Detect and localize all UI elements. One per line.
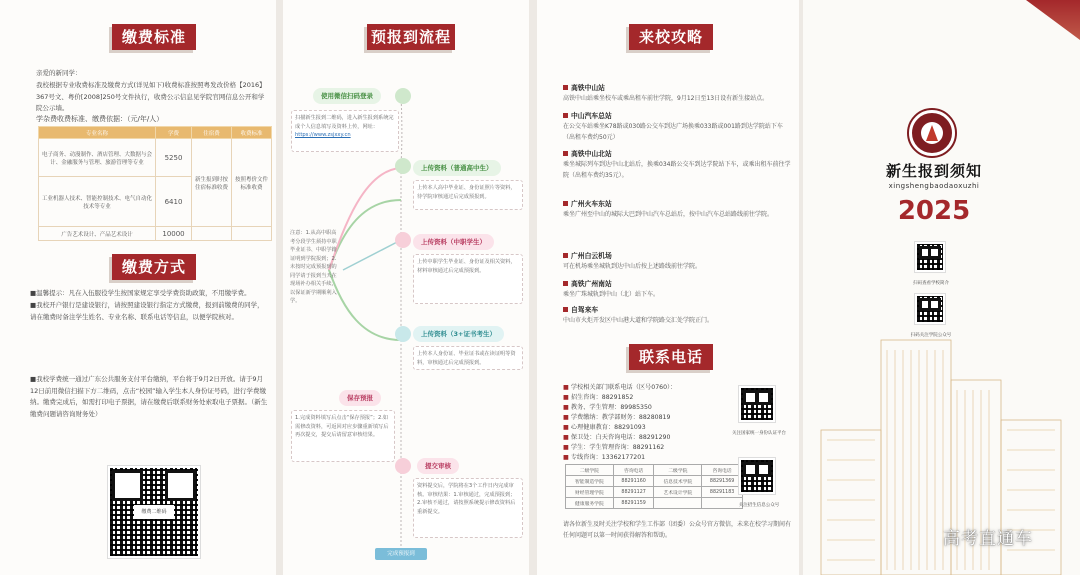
step5-text: 1.完成资料填写后点击“保存预报”；2.如需修改资料，可返回对应步骤重新填写后再次提交，提交后请留意审核结果。	[291, 410, 395, 462]
fee-intro: 我校根据专业收费标准及缴费方式(详见如下)收费标准按照粤发改价格【2016】367号文、粤价[2008]250号文件执行，收费公示信息见学院官网信息公开和学院公示墙。	[36, 81, 266, 113]
route-panel	[537, 0, 799, 575]
standard-note: 按照粤价文件标准收费	[232, 139, 272, 227]
cover-title: 新生报到须知	[885, 162, 982, 180]
process-title: 预报到流程	[367, 24, 455, 50]
cover-pinyin: xingshengbaodaoxuzhi	[888, 182, 980, 190]
route-text: 乘坐城际列车到达中山北站后，换乘034路公交车到达学院站下车，或乘出租车前往学院（出租车费约35元）。	[563, 161, 791, 179]
fee-row-value: 10000	[156, 227, 192, 241]
fee-row-value: 6410	[156, 177, 192, 227]
cover-year: 2025	[897, 196, 971, 226]
corner-decoration	[1026, 0, 1080, 40]
ptable-cell: 财经管理学院	[566, 487, 614, 498]
route-text: 乘坐广珠城轨到中山（北）站下车。	[563, 291, 660, 298]
qr2-label: 关注招生信息公众号	[738, 503, 780, 508]
step-dot	[395, 88, 411, 104]
fee-header-major: 专业名称	[39, 127, 156, 139]
ptable-cell: 88291127	[613, 487, 654, 498]
route-text: 乘坐广州至中山的城际大巴到中山汽车总站后，按中山汽车总站路线前往学院。	[563, 211, 774, 218]
route-name: 广州白云机场	[563, 250, 612, 260]
step-upload-certificate: 上传资料（3+证书考生）	[413, 326, 504, 342]
cover-panel	[803, 0, 1080, 575]
ptable-cell	[654, 498, 702, 509]
route-name: 高铁中山北站	[563, 148, 612, 158]
step-dot	[395, 458, 411, 474]
ptable-cell: 88291159	[613, 498, 654, 509]
phone-line: ■ 学生：学生管理咨询：88291162	[563, 442, 664, 451]
phone-line: ■ 招生咨询：88291852	[563, 392, 633, 401]
fee-header-fee: 学费	[156, 127, 192, 139]
step-upload-highschool: 上传资料（普通高中生）	[413, 160, 501, 176]
qr-a-label: 扫码查看学校简介	[913, 281, 949, 286]
ptable-cell: 艺术设计学院	[654, 487, 702, 498]
step-dot	[395, 158, 411, 174]
watermark-text: 高考直通车	[943, 529, 1033, 549]
ptable-cell: 信息技术学院	[654, 476, 702, 487]
step2-text: 上传本人高中毕业证、身份证照片等资料，待学院审核通过后完成预报到。	[413, 180, 523, 210]
route-text: 可在机场乘坐城轨到达中山后按上述路线前往学院。	[563, 263, 702, 270]
pay-method-title: 缴费方式	[112, 254, 196, 280]
fee-header-standard: 收费标准	[232, 127, 272, 139]
step-submit-review: 提交审核	[417, 458, 459, 474]
side-note: 注意：1.从高中职高考分段学生须持中职毕业证书、中职学籍证明到学院报到；2.未按时完成预报到的同学请于报到当天在现场补办相关手续，以保证新学期顺利入学。	[290, 230, 337, 304]
process-panel	[283, 0, 529, 575]
step1-box	[291, 110, 399, 152]
step-save: 保存预报	[339, 390, 381, 406]
school-intro-qr-code[interactable]	[915, 242, 945, 272]
qr-center-label: 缴费二维码	[134, 505, 174, 519]
enrollment-qr-code[interactable]	[739, 458, 775, 494]
fee-standard-title: 缴费标准	[112, 24, 196, 50]
ptable-header: 二级学院	[566, 465, 614, 476]
route-name: 高铁中山站	[563, 82, 605, 92]
fee-row-major: 电子商务、动漫制作、酒店管理、大数据与会计、金融服务与管理、旅游管理等专业	[39, 139, 156, 177]
qr-b-label: 扫码关注学院公众号	[910, 333, 952, 338]
ptable-cell: 88291369	[702, 476, 743, 487]
contact-footer: 请各位新生及时关注学校和学生工作部（团委）公众号官方微信，未来在校学习期间有任何问题可以第一时间获得解答和帮助。	[563, 521, 792, 539]
ptable-header: 咨询电话	[702, 465, 743, 476]
step-dot	[395, 232, 411, 248]
ptable-header: 咨询电话	[613, 465, 654, 476]
qr1-label: 关注国家统一身份认证平台	[732, 431, 786, 436]
phone-line: ■ 专线咨询：13362177201	[563, 452, 645, 461]
dorm-note: 新生报到时按住宿标准收费	[192, 139, 232, 227]
route-title: 来校攻略	[629, 24, 713, 50]
phone-line: ■ 学费缴纳：教学部财务：88280819	[563, 412, 670, 421]
route-name: 自驾来车	[563, 304, 598, 314]
contact-title: 联系电话	[629, 344, 713, 370]
fee-caption: 学杂费收费标准、缴费依据：（元/年/人）	[36, 115, 164, 123]
department-phone-table	[565, 464, 743, 509]
phone-line: ■ 保卫处：白天咨询电话：88291290	[563, 432, 670, 441]
fee-header-dorm: 住宿费	[192, 127, 232, 139]
step1-text: 扫描新生报到二维码，进入新生报到系统完成个人信息填写及资料上传，网址：	[295, 115, 394, 130]
route-name: 广州火车东站	[563, 198, 612, 208]
ptable-cell: 健康服务学院	[566, 498, 614, 509]
fee-row-major: 工业机器人技术、智能控制技术、电气自动化技术等专业	[39, 177, 156, 227]
step-dot	[395, 326, 411, 342]
step-wechat-login: 使用微信扫码登录	[313, 88, 381, 104]
ptable-cell: 智能制造学院	[566, 476, 614, 487]
identity-qr-code[interactable]	[739, 386, 775, 422]
finish-badge: 完成预报到	[375, 548, 427, 560]
route-name: 中山汽车总站	[563, 110, 612, 120]
step-upload-vocational: 上传资料（中职学生）	[413, 234, 494, 250]
fee-row-value: 5250	[156, 139, 192, 177]
pay-note-3: ■我校学费统一通过广东公共服务支付平台缴纳，平台将于9月2日开放。请于9月12日前用微信扫描下方二维码，点击“校园”输入学生本人身份证号码，进行学费缴纳。缴费完成后，如需打印电子票据，请在缴费后联系财务处索取电子票据。（新生缴费问题请咨询财务处）	[30, 375, 268, 418]
school-logo	[909, 110, 955, 156]
ptable-cell: 88291160	[613, 476, 654, 487]
pay-note-1: ■温馨提示：凡在入伍服役学生按国家规定享受学费资助政策，不用缴学费。	[30, 289, 251, 297]
ptable-header: 二级学院	[654, 465, 702, 476]
route-name: 高铁广州南站	[563, 278, 612, 288]
phone-line: ■ 教务、学生管理：89985350	[563, 402, 652, 411]
fee-row-major: 广告艺术设计、产品艺术设计	[39, 227, 156, 241]
route-text: 高铁中山站乘坐校车或乘出租车前往学院，9月12日至13日设有新生接站点。	[563, 95, 769, 102]
phone-line: ■ 心理健康教育：88291093	[563, 422, 646, 431]
fee-panel	[0, 0, 276, 575]
step3-text: 上传中职学生毕业证、身份证及相关资料，材料审核通过后完成预报到。	[413, 254, 523, 304]
step4-text: 上传本人身份证、毕业证书或在读证明等资料，审核通过后完成预报到。	[413, 346, 523, 370]
fee-table	[38, 126, 272, 241]
phone-intro: ■ 学校相关部门联系电话（区号0760）：	[563, 382, 676, 391]
step1-link[interactable]: https://www.zsjxxy.cn	[295, 132, 351, 138]
pay-note-2: ■我校开户银行是建设银行，请按照建设银行指定方式缴费，报到前缴费的同学，请在缴费时备注学生姓名、专业名称、联系电话等信息，以便学院核对。	[30, 301, 264, 321]
step6-text: 资料提交后，学院将在3个工作日内完成审核。审核结果：1.审核通过，完成预报到；2.审核不通过，请按照系统提示修改资料后重新提交。	[413, 478, 523, 538]
greeting: 亲爱的新同学：	[36, 69, 82, 77]
route-text: 中山市火炬开发区中山港大道和学院路交汇处学院正门。	[563, 317, 714, 324]
ptable-cell: 88291183	[702, 487, 743, 498]
route-text: 在公交车站乘坐K78路或030路公交车到达广场换乘033路或001路到达学院站下车（出租车费约50元）	[563, 123, 783, 141]
